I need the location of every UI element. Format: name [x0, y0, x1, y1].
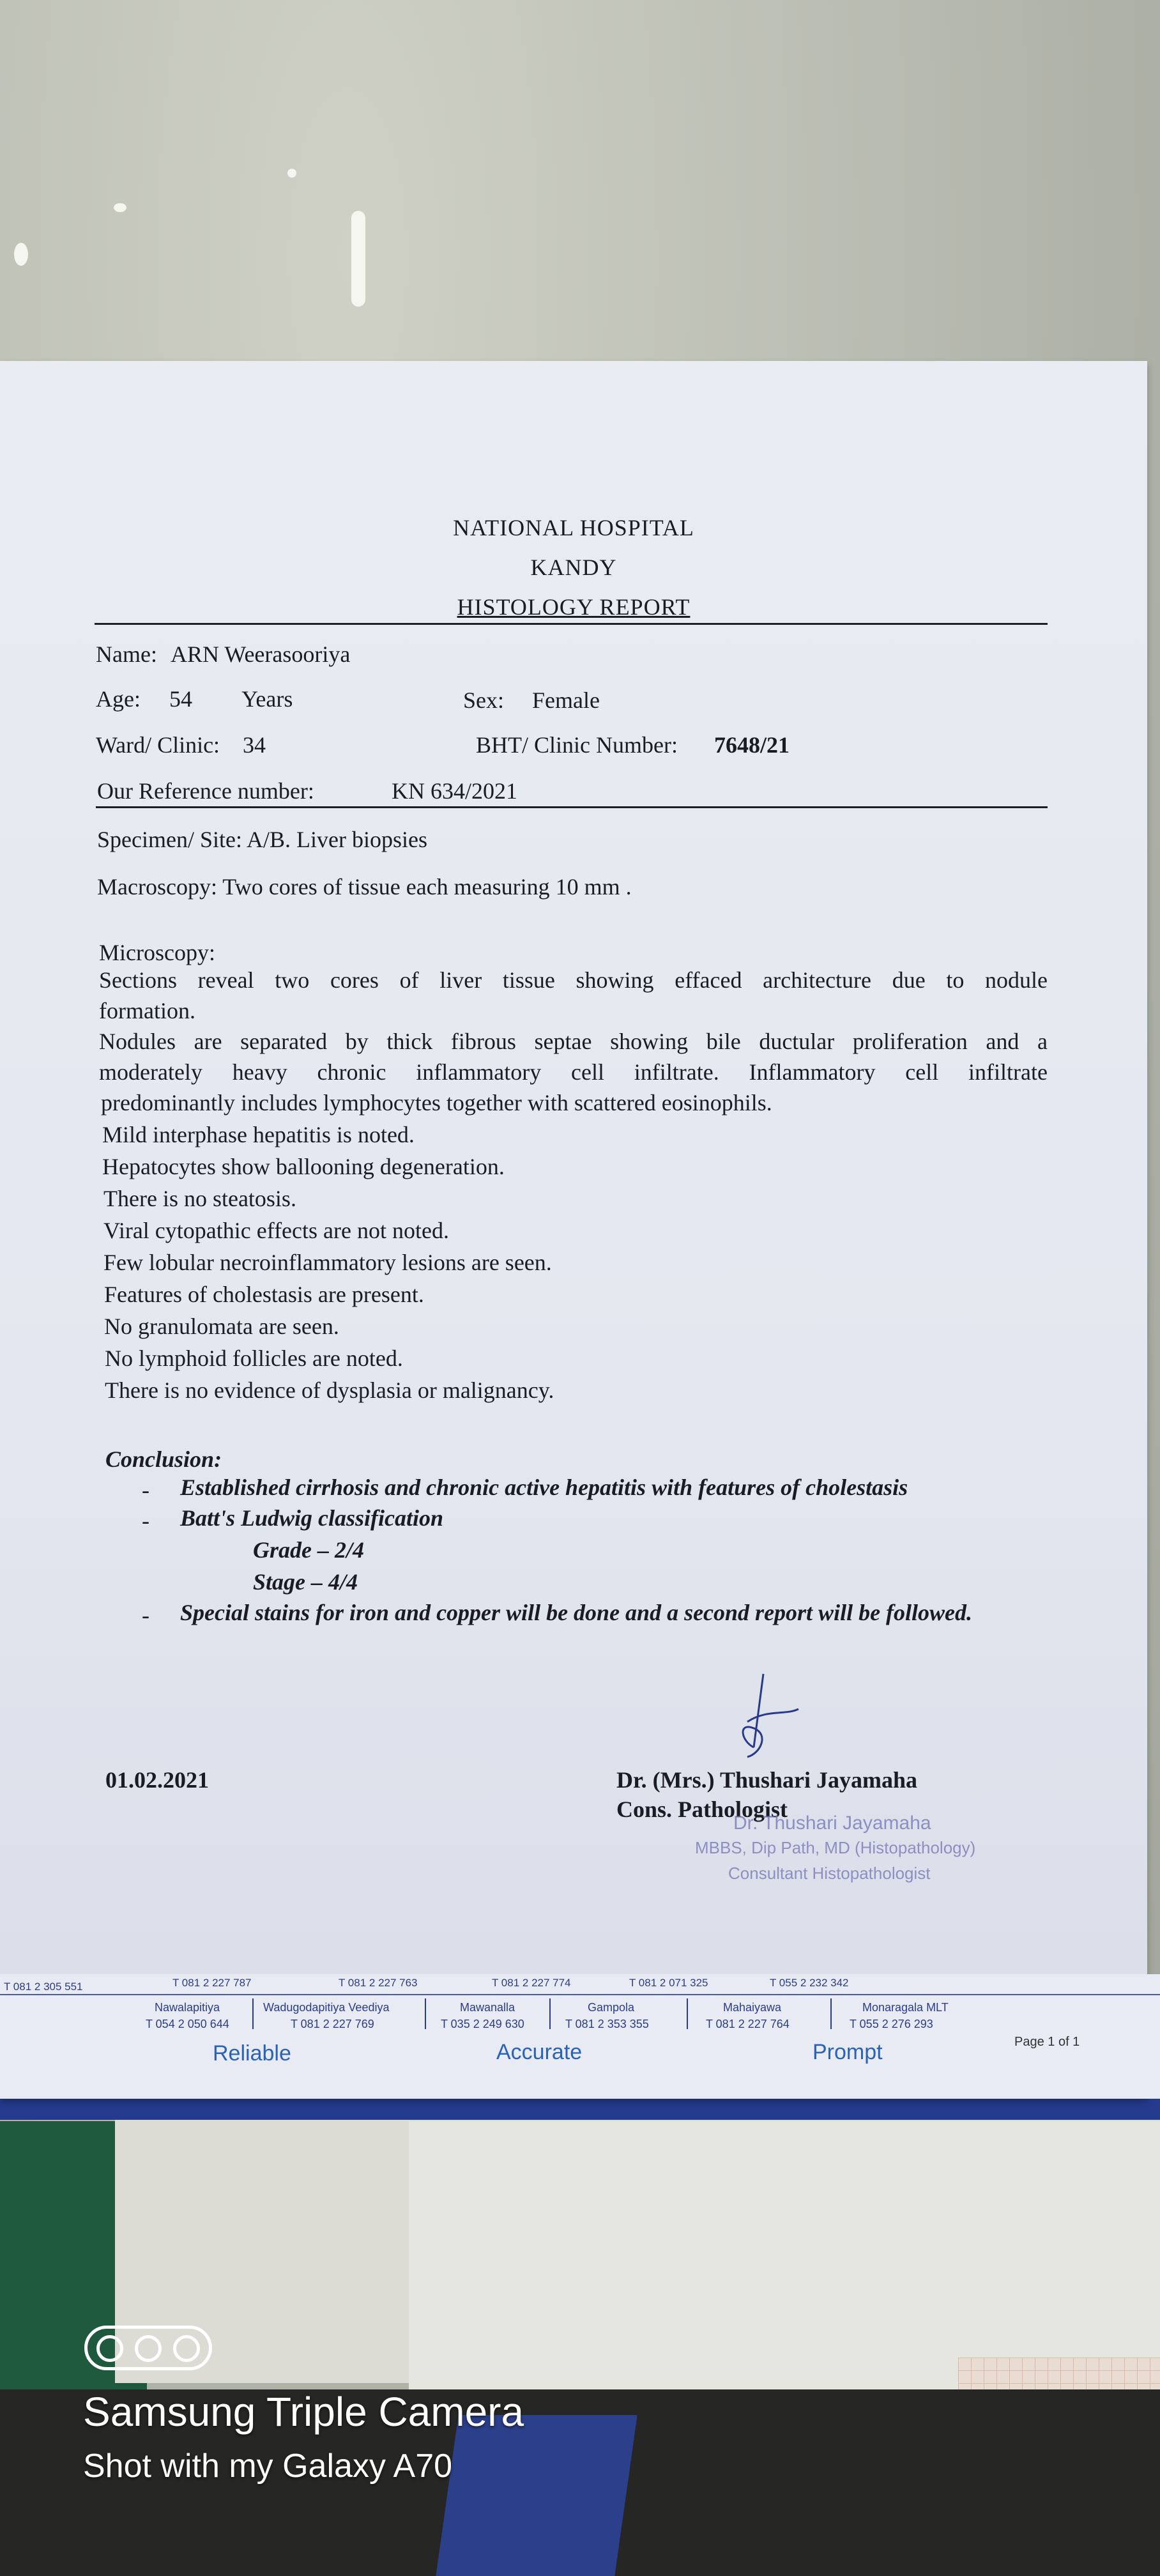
reference-label: Our Reference number:: [97, 778, 314, 804]
microscopy-line: No granulomata are seen.: [104, 1314, 339, 1339]
branch-phone: T 055 2 276 293: [850, 2018, 933, 2030]
microscopy-line: Mild interphase hepatitis is noted.: [102, 1122, 415, 1147]
footer-phone: T 081 2 227 774: [492, 1977, 571, 1989]
patient-age: 54: [169, 686, 192, 712]
divider: [96, 806, 1048, 808]
patient-sex: Female: [532, 687, 600, 713]
watermark-camera: Samsung Triple Camera: [83, 2389, 524, 2435]
report-title: HISTOLOGY REPORT: [457, 594, 691, 620]
bullet: -: [142, 1477, 149, 1503]
ward-number: 34: [243, 732, 266, 758]
tagline: Accurate: [496, 2040, 583, 2064]
microscopy-text: Nodules are separated by thick fibrous septae showing bile ductular proliferation and a: [99, 1029, 1048, 1054]
microscopy-line: Viral cytopathic effects are not noted.: [103, 1218, 449, 1243]
branch-name: Mawanalla: [460, 2001, 515, 2014]
page-number: Page 1 of 1: [1014, 2035, 1080, 2049]
microscopy-line: There is no evidence of dysplasia or malignancy.: [105, 1377, 554, 1403]
name-label: Name:: [96, 641, 157, 667]
reference-number: KN 634/2021: [392, 778, 517, 804]
branch-name: Wadugodapitiya Veediya: [263, 2001, 390, 2014]
footer-phone: T 055 2 232 342: [770, 1977, 849, 1989]
microscopy-line: Few lobular necroinflammatory lesions are seen.: [103, 1250, 552, 1275]
branch-phone: T 081 2 353 355: [565, 2018, 649, 2030]
conclusion-item: Special stains for iron and copper will be done and a second report will be followed.: [180, 1600, 973, 1625]
histology-report: [0, 361, 1147, 2099]
blue-file: [436, 2415, 637, 2576]
footer-separator: [425, 1998, 426, 2029]
signatory-name: Dr. (Mrs.) Thushari Jayamaha: [616, 1767, 918, 1793]
microscopy-text: moderately heavy chronic inflammatory cell infiltrate. Inflammatory cell infiltrate: [99, 1059, 1048, 1085]
footer-phone: T 081 2 071 325: [629, 1977, 708, 1989]
sex-label: Sex:: [463, 687, 505, 713]
branch-name: Nawalapitiya: [155, 2001, 220, 2014]
conclusion-label: Conclusion:: [105, 1446, 222, 1472]
stage: Stage – 4/4: [253, 1569, 358, 1595]
tagline: Prompt: [813, 2040, 883, 2064]
bht-label: BHT/ Clinic Number:: [476, 732, 678, 758]
branch-phone: T 054 2 050 644: [146, 2018, 229, 2030]
branch-name: Mahaiyawa: [723, 2001, 782, 2014]
branch-phone: T 081 2 227 764: [706, 2018, 790, 2030]
grade: Grade – 2/4: [253, 1537, 364, 1563]
age-unit: Years: [241, 686, 293, 712]
microscopy-label: Microscopy:: [99, 940, 215, 965]
watermark-device: Shot with my Galaxy A70: [83, 2448, 453, 2485]
microscopy-text: predominantly includes lymphocytes together with scattered eosinophils.: [101, 1090, 772, 1116]
specimen: Specimen/ Site: A/B. Liver biopsies: [97, 827, 427, 852]
branch-name: Gampola: [588, 2001, 635, 2014]
bullet: -: [142, 1602, 149, 1628]
blue-folder-edge: [0, 2097, 1160, 2120]
stamp-line: Dr. Thushari Jayamaha: [733, 1813, 931, 1834]
conclusion-item: Established cirrhosis and chronic active hepatitis with features of cholestasis: [180, 1475, 908, 1500]
macroscopy: Macroscopy: Two cores of tissue each measuring 10 mm .: [97, 874, 632, 900]
signature: [728, 1671, 805, 1767]
branch-phone: T 081 2 227 769: [291, 2018, 374, 2030]
patient-name: ARN Weerasooriya: [171, 641, 351, 667]
report-date: 01.02.2021: [105, 1767, 209, 1793]
microscopy-line: No lymphoid follicles are noted.: [105, 1346, 403, 1371]
camera-lens-icon: [84, 2326, 212, 2370]
stamp-line: MBBS, Dip Path, MD (Histopathology): [695, 1838, 976, 1857]
microscopy-line: Features of cholestasis are present.: [104, 1282, 424, 1307]
footer-separator: [252, 1998, 254, 2029]
bullet: -: [142, 1508, 149, 1533]
divider: [95, 623, 1048, 625]
footer-phone: T 081 2 305 551: [4, 1981, 83, 1993]
light-glare: [351, 211, 365, 307]
signatory-title: Cons. Pathologist: [616, 1797, 788, 1822]
microscopy-text: formation.: [99, 998, 195, 1023]
branch-phone: T 035 2 249 630: [441, 2018, 524, 2030]
hospital-city: KANDY: [530, 555, 617, 580]
hospital-name: NATIONAL HOSPITAL: [453, 515, 694, 540]
microscopy-line: There is no steatosis.: [103, 1186, 296, 1211]
footer-phone: T 081 2 227 787: [172, 1977, 252, 1989]
microscopy-text: Sections reveal two cores of liver tissue showing effaced architecture due to nodule: [99, 967, 1048, 993]
footer-separator: [549, 1998, 551, 2029]
tagline: Reliable: [213, 2041, 291, 2066]
microscopy-line: Hepatocytes show ballooning degeneration.: [102, 1154, 505, 1179]
bht-number: 7648/21: [714, 732, 790, 758]
light-glare: [14, 243, 28, 266]
light-glare: [114, 203, 126, 212]
light-glare: [287, 169, 296, 178]
ward-label: Ward/ Clinic:: [96, 732, 220, 758]
age-label: Age:: [96, 686, 141, 712]
stamp-line: Consultant Histopathologist: [728, 1864, 931, 1883]
footer-phone: T 081 2 227 763: [339, 1977, 418, 1989]
footer-separator: [687, 1998, 688, 2029]
conclusion-item: Batt's Ludwig classification: [180, 1505, 444, 1531]
branch-name: Monaragala MLT: [862, 2001, 949, 2014]
footer-separator: [830, 1998, 832, 2029]
